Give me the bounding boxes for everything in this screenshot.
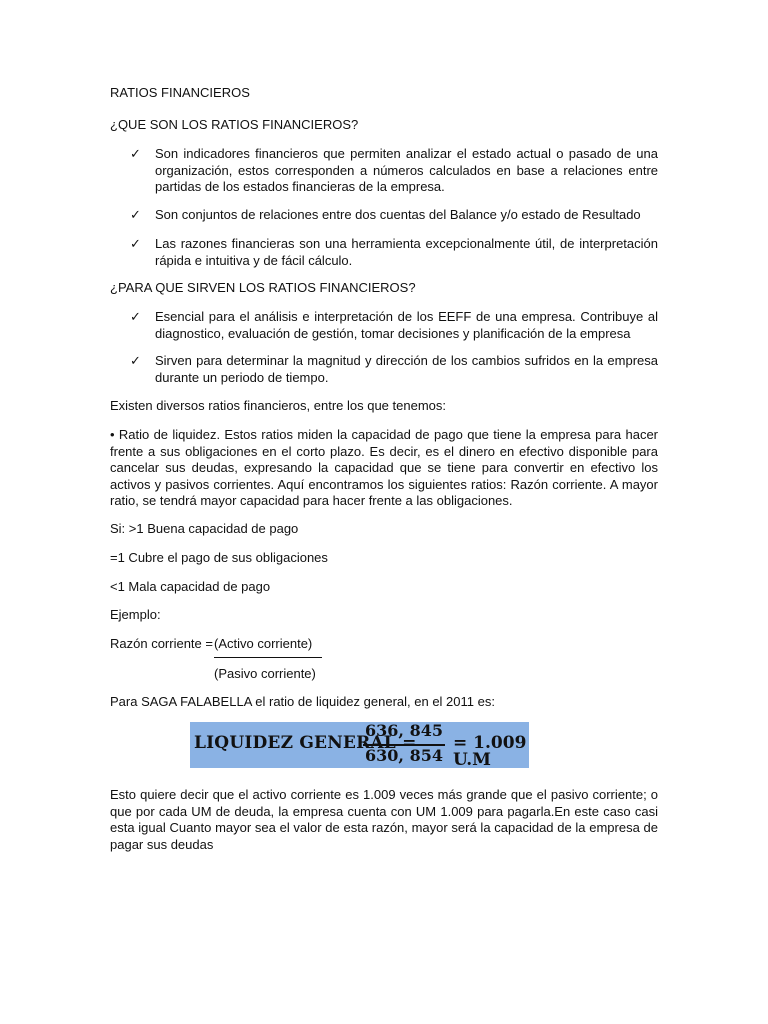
equation-denominator: 630, 854 xyxy=(365,746,443,765)
check-icon: ✓ xyxy=(130,236,141,251)
equation-fraction xyxy=(359,723,449,768)
formula-denominator: (Pasivo corriente) xyxy=(214,666,316,681)
conclusion-paragraph: Esto quiere decir que el activo corriente es 1.009 veces más grande que el pasivo corriente; o que por cada UM de deuda, la empresa cuenta con UM 1.009 para pagarla.En este caso casi esta igual Cuanto mayor sea el valor de esta razón, mayor será la capacidad de la empresa de pagar sus deudas xyxy=(110,787,658,852)
rule-good: Si: >1 Buena capacidad de pago xyxy=(110,521,299,536)
list-item-text: Son indicadores financieros que permiten analizar el estado actual o pasado de una organización, estos corresponden a números calculados en base a relaciones entre partidas de los estados financieras de la empresa. xyxy=(155,146,658,194)
rule-equal: =1 Cubre el pago de sus obligaciones xyxy=(110,550,328,565)
equation-left: LIQUIDEZ GENERAL = xyxy=(194,733,417,753)
saga-falabella-line: Para SAGA FALABELLA el ratio de liquidez general, en el 2011 es: xyxy=(110,694,495,709)
check-icon: ✓ xyxy=(130,353,141,368)
formula-label: Razón corriente = xyxy=(110,636,213,651)
check-icon: ✓ xyxy=(130,146,141,161)
check-icon: ✓ xyxy=(130,309,141,324)
list-item-text: Sirven para determinar la magnitud y dirección de los cambios sufridos en la empresa durante un periodo de tiempo. xyxy=(155,353,658,385)
liquidity-paragraph: • Ratio de liquidez. Estos ratios miden la capacidad de pago que tiene la empresa para hacer frente a sus obligaciones en el corto plazo. Es decir, es el dinero en efectivo disponible para cancelar sus deudas, expresando la capacidad que se tiene para convertir en efectivo los activos y pasivos corrientes. Aquí encontramos los siguientes ratios: Razón corriente. A mayor ratio, se tendrá mayor capacidad para hacer frente a las obligaciones. xyxy=(110,427,658,508)
fraction-bar xyxy=(214,657,322,658)
list-item-text: Las razones financieras son una herramienta excepcionalmente útil, de interpretación rápida e intuitiva y de fácil cálculo. xyxy=(155,236,658,268)
equation-right: = 1.009 U.M xyxy=(453,733,527,770)
list-item-text: Esencial para el análisis e interpretación de los EEFF de una empresa. Contribuye al diagnostico, evaluación de gestión, tomar decisiones y planificación de la empresa xyxy=(155,309,658,341)
example-label: Ejemplo: xyxy=(110,607,161,622)
equation-numerator: 636, 845 xyxy=(365,721,443,740)
intro-paragraph: Existen diversos ratios financieros, entre los que tenemos: xyxy=(110,398,447,413)
liquidity-equation-image xyxy=(190,722,529,768)
check-icon: ✓ xyxy=(130,207,141,222)
rule-bad: <1 Mala capacidad de pago xyxy=(110,579,271,594)
section-heading-que-son: ¿QUE SON LOS RATIOS FINANCIEROS? xyxy=(110,117,359,132)
document-title: RATIOS FINANCIEROS xyxy=(110,85,250,100)
section-heading-para-que: ¿PARA QUE SIRVEN LOS RATIOS FINANCIEROS? xyxy=(110,280,416,295)
list-item-text: Son conjuntos de relaciones entre dos cuentas del Balance y/o estado de Resultado xyxy=(155,207,641,222)
formula-numerator: (Activo corriente) xyxy=(214,636,313,651)
